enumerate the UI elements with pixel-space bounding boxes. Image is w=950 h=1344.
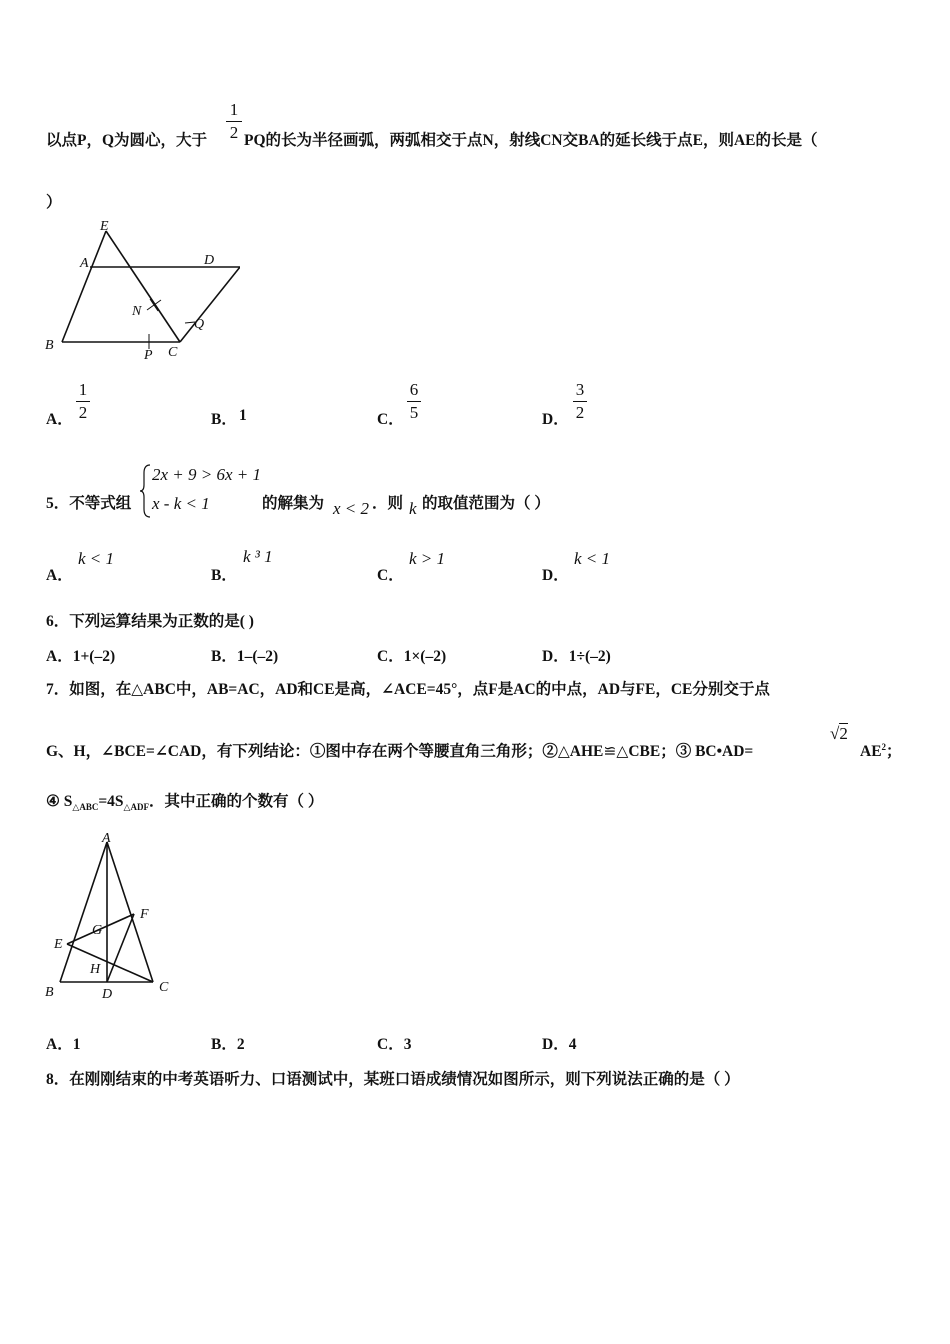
q4-d-num: 3 <box>575 380 585 399</box>
q7-option-a[interactable] <box>46 1032 80 1054</box>
label-Q: Q <box>194 317 205 332</box>
label-E: E <box>100 219 109 234</box>
label-E: E <box>54 937 63 952</box>
label-C: C <box>159 980 169 995</box>
q7-ae-exp: 2 <box>881 741 887 752</box>
q7-line2-a: G、H，∠BCE= <box>46 743 155 760</box>
q7-option-b[interactable] <box>211 1032 245 1054</box>
q6-option-c[interactable] <box>377 644 446 666</box>
q4-line2: ） <box>46 194 62 211</box>
label-B: B <box>45 338 54 353</box>
q7-option-d[interactable] <box>542 1032 576 1054</box>
q6-a-letter: A． <box>46 648 73 665</box>
q5-mid: 的解集为 <box>262 495 325 512</box>
line-BE <box>62 231 106 342</box>
q4-c-num: 6 <box>409 380 419 399</box>
q7-triangle-figure <box>40 828 180 1008</box>
label-C: C <box>168 345 178 360</box>
q7-sub-adf: △ADF <box>123 802 149 813</box>
q4-line1-suffix: PQ的长为半径画弧，两弧相交于点N，射线CN交BA的延长线于点E，则AE的长是（ <box>244 132 818 149</box>
q6-option-a[interactable] <box>46 644 115 666</box>
q5-option-a-value: k < 1 <box>78 549 115 568</box>
q7-b-letter: B． <box>211 1036 237 1053</box>
q7-line2-angle: ∠CAD，有下列结论：①图中存在两个等腰直角三角形；②△AHE <box>154 743 604 760</box>
q7-line2-end: ； <box>886 743 902 760</box>
arc-mark-N2 <box>150 299 158 311</box>
label-H: H <box>90 962 101 977</box>
q6-stem: 6．下列运算结果为正数的是( ) <box>46 613 254 630</box>
q5-option-c-value: k > 1 <box>409 549 446 568</box>
q6-c-letter: C． <box>377 648 404 665</box>
q4-line1-prefix: 以点P，Q为圆心，大于 <box>46 132 208 149</box>
q5-option-a-letter[interactable]: A． <box>46 567 73 584</box>
q7-sqrt <box>830 724 848 744</box>
q4-option-b-letter[interactable]: B． <box>211 411 237 428</box>
label-P: P <box>144 348 153 363</box>
label-D: D <box>204 253 215 268</box>
q4-a-bar <box>76 401 90 402</box>
q7-option-c[interactable] <box>377 1032 411 1054</box>
q6-d-text: 1÷(–2) <box>568 648 611 665</box>
q5-system-brace <box>140 463 152 519</box>
q4-option-d-letter[interactable]: D． <box>542 411 569 428</box>
q7-line3-a: ④ S <box>46 793 73 810</box>
line-DC <box>180 267 240 342</box>
label-D: D <box>102 987 113 1002</box>
label-N: N <box>132 304 142 319</box>
q5-option-b-letter[interactable]: B． <box>211 567 237 584</box>
q5-option-c-letter[interactable]: C． <box>377 567 404 584</box>
label-B: B <box>45 985 54 1000</box>
q7-line3-c: ．其中正确的个数有（ ） <box>148 793 324 810</box>
q4-option-b-value: 1 <box>239 407 247 424</box>
q4-c-den: 5 <box>409 403 419 422</box>
line-AB <box>60 842 107 982</box>
q7-b-text: 2 <box>236 1036 245 1053</box>
q6-b-text: 1–(–2) <box>236 648 279 665</box>
q7-line2-b: △CBE；③ BC•AD= <box>616 743 754 760</box>
q4-option-c-letter[interactable]: C． <box>377 411 404 428</box>
label-F: F <box>140 907 149 922</box>
q5-option-d-letter[interactable]: D． <box>542 567 569 584</box>
q4-a-num: 1 <box>78 380 88 399</box>
q4-frac-den: 2 <box>229 123 239 142</box>
q5-eq1: 2x + 9 > 6x + 1 <box>152 465 262 484</box>
label-A: A <box>102 831 111 846</box>
q7-ae: AE <box>860 743 882 760</box>
q6-option-d[interactable] <box>542 644 611 666</box>
q6-c-text: 1×(–2) <box>403 648 447 665</box>
q8-stem: 8．在刚刚结束的中考英语听力、口语测试中，某班口语成绩情况如图所示，则下列说法正确的是（ ） <box>46 1071 740 1088</box>
q4-option-a-fraction <box>76 380 90 423</box>
q7-d-text: 4 <box>568 1036 577 1053</box>
q5-prefix: 5．不等式组 <box>46 495 132 512</box>
q7-line1: 7．如图，在△ABC中，AB=AC，AD和CE是高，∠ACE=45°，点F是AC的中点，AD与FE，CE分别交于点 <box>46 681 770 698</box>
q5-after-solution: ．则 <box>372 495 404 512</box>
q7-line2 <box>46 739 753 761</box>
q4-frac-bar <box>226 121 242 122</box>
q4-half-fraction <box>226 100 242 143</box>
q5-suffix: 的取值范围为（ ） <box>422 495 550 512</box>
q7-line3 <box>46 789 323 813</box>
line-EC <box>106 231 180 342</box>
q4-option-d-fraction <box>573 380 587 423</box>
q7-congruent-symbol: ≌ <box>603 743 617 760</box>
q7-line3-b: =4S <box>98 793 124 810</box>
q5-eq2: x - k < 1 <box>152 494 210 513</box>
q6-b-letter: B． <box>211 648 237 665</box>
q7-c-text: 3 <box>403 1036 412 1053</box>
q4-d-den: 2 <box>575 403 585 422</box>
sqrt-sign: √ <box>830 724 840 743</box>
q4-c-bar <box>407 401 421 402</box>
q7-d-letter: D． <box>542 1036 569 1053</box>
q5-var-k: k <box>409 499 417 518</box>
q5-solution: x < 2 <box>333 499 370 518</box>
q4-frac-num: 1 <box>229 100 239 119</box>
q4-a-den: 2 <box>78 403 88 422</box>
q7-sub-abc: △ABC <box>72 802 99 813</box>
q4-option-a-letter[interactable]: A． <box>46 411 73 428</box>
q6-d-letter: D． <box>542 648 569 665</box>
q6-a-text: 1+(–2) <box>72 648 116 665</box>
q5-option-b-value: k ³ 1 <box>243 547 273 566</box>
q7-a-letter: A． <box>46 1036 73 1053</box>
sqrt-value: 2 <box>839 724 848 743</box>
q7-line2-ae <box>860 739 902 761</box>
q4-parallelogram-figure <box>40 218 240 368</box>
q6-option-b[interactable] <box>211 644 278 666</box>
label-G: G <box>92 923 103 938</box>
q4-d-bar <box>573 401 587 402</box>
q7-c-letter: C． <box>377 1036 404 1053</box>
q7-a-text: 1 <box>72 1036 81 1053</box>
label-A: A <box>80 256 89 271</box>
q4-option-c-fraction <box>407 380 421 423</box>
q5-option-d-value: k < 1 <box>574 549 611 568</box>
